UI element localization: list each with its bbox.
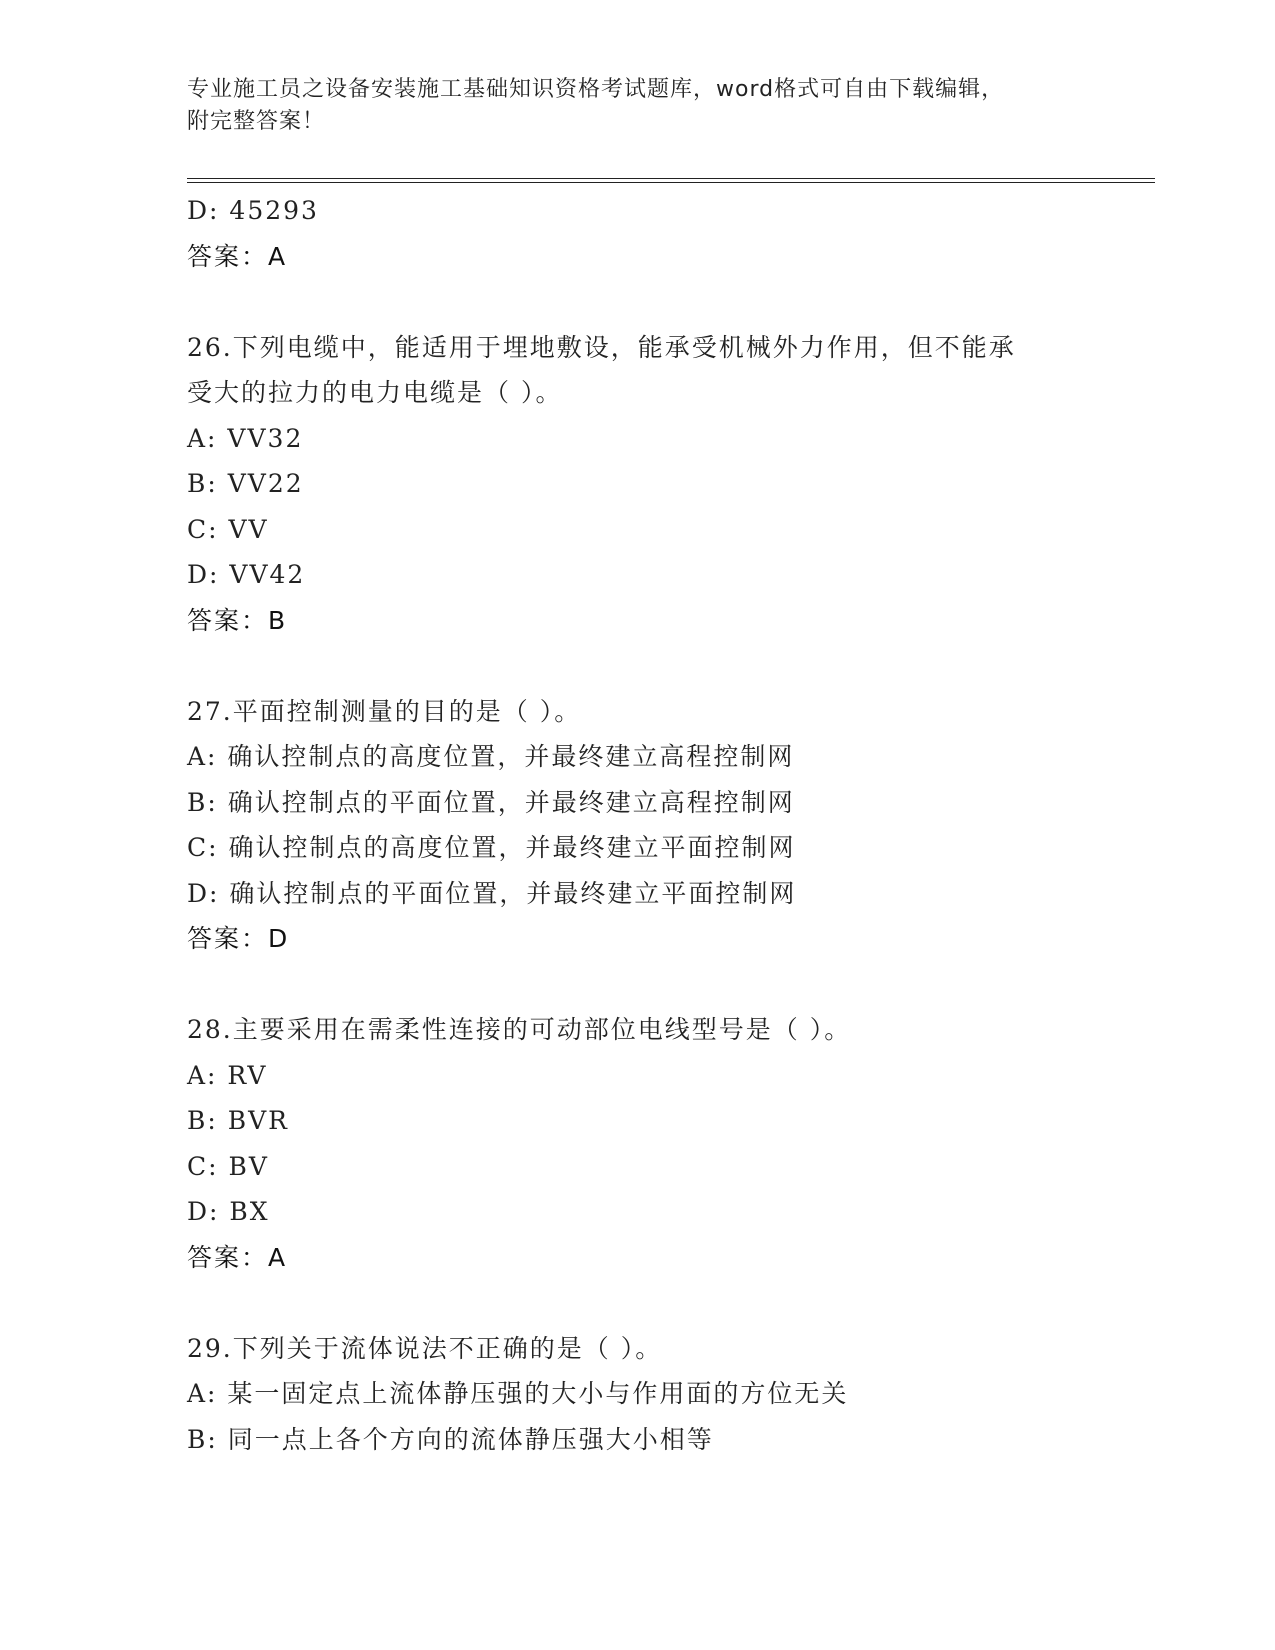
spacer [187, 1280, 1087, 1326]
option-b: B: 同一点上各个方向的流体静压强大小相等 [187, 1424, 714, 1454]
option-a: A: RV [187, 1060, 268, 1090]
question-stem-continued: 受大的拉力的电力电缆是（ ）。 [187, 378, 563, 407]
spacer [187, 279, 1087, 325]
option-d: D: 确认控制点的平面位置，并最终建立平面控制网 [187, 878, 797, 908]
question-stem: 29.下列关于流体说法不正确的是（ ）。 [187, 1333, 663, 1363]
option-d: D: VV42 [187, 560, 306, 589]
option-d: D: BX [187, 1197, 270, 1226]
option-c: C: 确认控制点的高度位置，并最终建立平面控制网 [187, 833, 796, 862]
header-line-1: 专业施工员之设备安装施工基础知识资格考试题库，word格式可自由下载编辑， [187, 77, 1005, 102]
question-27 [187, 689, 1087, 962]
answer-label: 答案：A [187, 1242, 288, 1272]
option-b: B: 确认控制点的平面位置，并最终建立高程控制网 [187, 787, 795, 817]
spacer [187, 643, 1087, 689]
question-content [187, 188, 1087, 1462]
question-26 [187, 325, 1087, 644]
header-divider-bottom [187, 182, 1155, 183]
question-28 [187, 1007, 1087, 1280]
answer-label: 答案：D [187, 924, 290, 953]
option-a: A: 确认控制点的高度位置，并最终建立高程控制网 [187, 742, 795, 771]
option-a: A: 某一固定点上流体静压强的大小与作用面的方位无关 [187, 1379, 849, 1408]
question-stem: 26.下列电缆中，能适用于埋地敷设，能承受机械外力作用，但不能承 [187, 332, 1016, 362]
option-d: D: 45293 [187, 196, 319, 225]
option-a: A: VV32 [187, 423, 304, 453]
question-stem: 28.主要采用在需柔性连接的可动部位电线型号是（ ）。 [187, 1015, 852, 1044]
previous-question-tail [187, 188, 1087, 279]
header-line-2: 附完整答案！ [187, 109, 326, 134]
option-b: B: BVR [187, 1106, 289, 1135]
option-c: C: BV [187, 1151, 269, 1181]
document-header [187, 74, 1087, 138]
question-stem: 27.平面控制测量的目的是（ ）。 [187, 696, 582, 726]
answer-label: 答案：B [187, 605, 288, 635]
answer-label: 答案：A [187, 241, 288, 271]
spacer [187, 962, 1087, 1008]
option-b: B: VV22 [187, 469, 304, 498]
header-divider-top [187, 178, 1155, 179]
question-29 [187, 1326, 1087, 1463]
option-c: C: VV [187, 514, 269, 544]
